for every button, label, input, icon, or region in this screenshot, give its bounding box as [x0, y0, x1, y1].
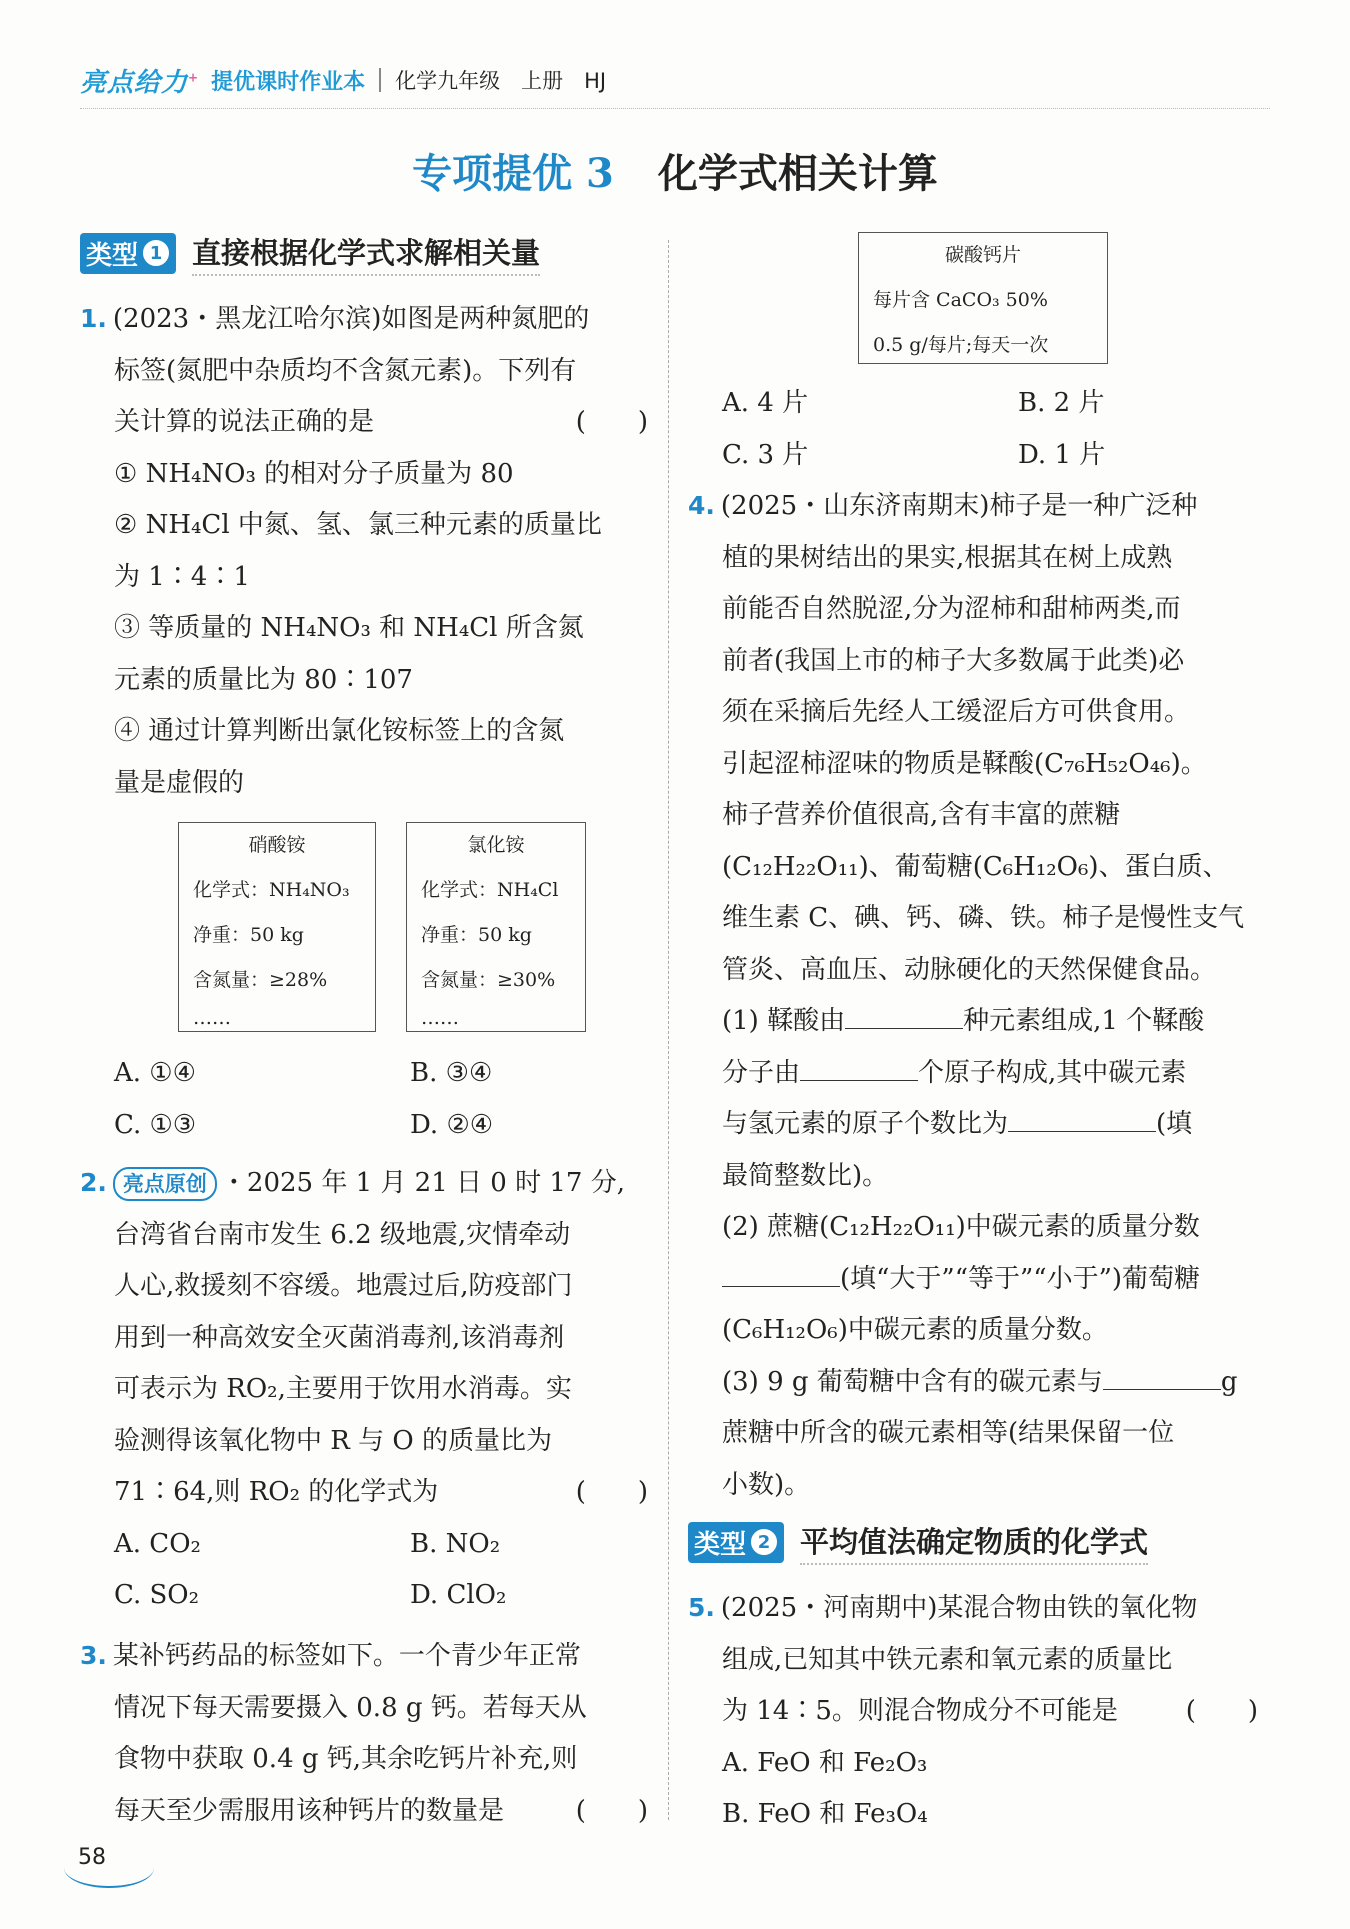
option-c[interactable]: C. 3 片 — [722, 439, 809, 470]
option-d[interactable]: D. 1 片 — [1018, 439, 1106, 470]
brand-logo: 亮点给力+ — [80, 67, 200, 98]
option-b[interactable]: B. NO₂ — [410, 1528, 501, 1559]
option-a[interactable]: A. CO₂ — [114, 1528, 201, 1559]
category-heading-1 — [80, 228, 540, 278]
question-3-options — [722, 378, 1258, 481]
option-b[interactable]: B. FeO 和 Fe₃O₄ — [722, 1799, 928, 1829]
blank-atom-ratio[interactable] — [1008, 1105, 1156, 1132]
option-d[interactable]: D. ②④ — [410, 1109, 494, 1140]
answer-paren[interactable]: ( ) — [575, 1477, 648, 1507]
blank-element-count[interactable] — [845, 1002, 963, 1029]
question-4: 4. (2025・山东济南期末)柿子是一种广泛种 植的果树结出的果实,根据其在树上成熟 前能否自然脱涩,分为涩柿和甜柿两类,而 前者(我国上市的柿子大多数属于此类)必 须在采摘后先经人工缓涩后方可供食用。 引起涩柿涩味的物质是鞣酸(C₇₆H₅₂O₄₆)。 柿子营养价值很高,含有丰富的蔗糖 (C₁₂H₂₂O₁₁)、葡萄糖(C₆H₁₂O₆)、蛋白质、 维生素 C、碘、钙、磷、铁。柿子是慢性支气 管炎、高血压、动脉硬化的天然保健食品。 (1) 鞣酸由 种元素组成,1 个鞣酸 分子由 个原子构成,其中碳元素 与氢元素的原子个数比为 (填 最简整数比)。 (2) 蔗糖(C₁₂H₂₂O₁₁)中碳元素的质量分数 (填“大于”“等于”“小于”)葡萄糖 (C₆H₁₂O₆)中碳元素的质量分数。 (3) 9 g 葡萄糖中含有的碳元素与 g 蔗糖中所含的碳元素相等(结果保留一位 小数)。 — [688, 491, 1245, 1500]
option-b[interactable]: B. 2 片 — [1018, 388, 1105, 418]
series-name: 提优课时作业本 — [211, 69, 366, 95]
option-a[interactable]: A. 4 片 — [722, 388, 809, 418]
page-number: 58 — [78, 1845, 106, 1870]
category-title: 平均值法确定物质的化学式 — [800, 1520, 1148, 1565]
option-c[interactable]: C. ①③ — [114, 1109, 197, 1140]
category-badge: 类型 2 — [688, 1522, 784, 1563]
original-tag: 亮点原创 — [113, 1167, 217, 1201]
page-title: 专项提优 3 化学式相关计算 — [412, 150, 938, 197]
fertilizer-label-ammonium-nitrate: 硝酸铵 化学式：NH₄NO₃ 净重：50 kg 含氮量：≥28% …… — [178, 822, 376, 1032]
question-5: 5. (2025・河南期中)某混合物由铁的氧化物 组成,已知其中铁元素和氧元素的质量比 为 14∶5。则混合物成分不可能是 ( ) A. FeO 和 Fe₂O₃ B. FeO 和 Fe₃O₄ — [688, 1582, 1258, 1841]
category-heading-2 — [688, 1517, 1148, 1567]
answer-paren[interactable]: ( ) — [575, 407, 648, 437]
column-divider — [668, 240, 669, 1820]
answer-paren[interactable]: ( ) — [1185, 1696, 1258, 1726]
option-a[interactable]: A. ①④ — [114, 1058, 196, 1088]
blank-sucrose-mass[interactable] — [1103, 1363, 1221, 1390]
subject-info: 化学九年级 上册 HJ — [395, 69, 607, 93]
header-rule — [80, 108, 1270, 109]
option-d[interactable]: D. ClO₂ — [410, 1580, 507, 1610]
header-divider — [379, 68, 381, 92]
category-badge: 类型 1 — [80, 233, 176, 274]
blank-atom-count[interactable] — [800, 1054, 918, 1081]
fertilizer-label-ammonium-chloride: 氯化铵 化学式：NH₄Cl 净重：50 kg 含氮量：≥30% …… — [406, 822, 586, 1032]
option-a[interactable]: A. FeO 和 Fe₂O₃ — [722, 1747, 928, 1778]
blank-compare[interactable] — [722, 1260, 840, 1287]
option-b[interactable]: B. ③④ — [410, 1058, 493, 1088]
question-1: 1. (2023・黑龙江哈尔滨)如图是两种氮肥的 标签(氮肥中杂质均不含氮元素)。下列有 关计算的说法正确的是 ( ) ① NH₄NO₃ 的相对分子质量为 80 ② NH₄Cl 中氮、氢、氯三种元素的质量比 为 1∶4∶1 ③ 等质量的 NH₄NO₃ 和 NH₄Cl 所含氮 元素的质量比为 80∶107 ④ 通过计算判断出氯化铵标签上的含氮 量是虚假的 — [80, 304, 648, 798]
question-3: 3. 某补钙药品的标签如下。一个青少年正常 情况下每天需要摄入 0.8 g 钙。若每天从 食物中获取 0.4 g 钙,其余吃钙片补充,则 每天至少需服用该种钙片的数量是 ( ) — [80, 1630, 648, 1837]
category-title: 直接根据化学式求解相关量 — [192, 231, 540, 276]
option-c[interactable]: C. SO₂ — [114, 1580, 200, 1610]
answer-paren[interactable]: ( ) — [575, 1795, 648, 1826]
question-1-options — [114, 1048, 648, 1151]
calcium-tablet-label: 碳酸钙片 每片含 CaCO₃ 50% 0.5 g/每片;每天一次 — [858, 232, 1108, 364]
question-2: 2. 亮点原创 ・2025 年 1 月 21 日 0 时 17 分, 台湾省台南市发生 6.2 级地震,灾情牵动 人心,救援刻不容缓。地震过后,防疫部门 用到一种高效安全灭菌消毒剂,该消毒剂 可表示为 RO₂,主要用于饮用水消毒。实 验测得该氧化物中 R 与 O 的质量比为 71∶64,则 RO₂ 的化学式为 ( ) A. CO₂ B. NO₂ C. SO₂ D. ClO₂ — [80, 1157, 648, 1622]
page-header — [80, 60, 606, 100]
